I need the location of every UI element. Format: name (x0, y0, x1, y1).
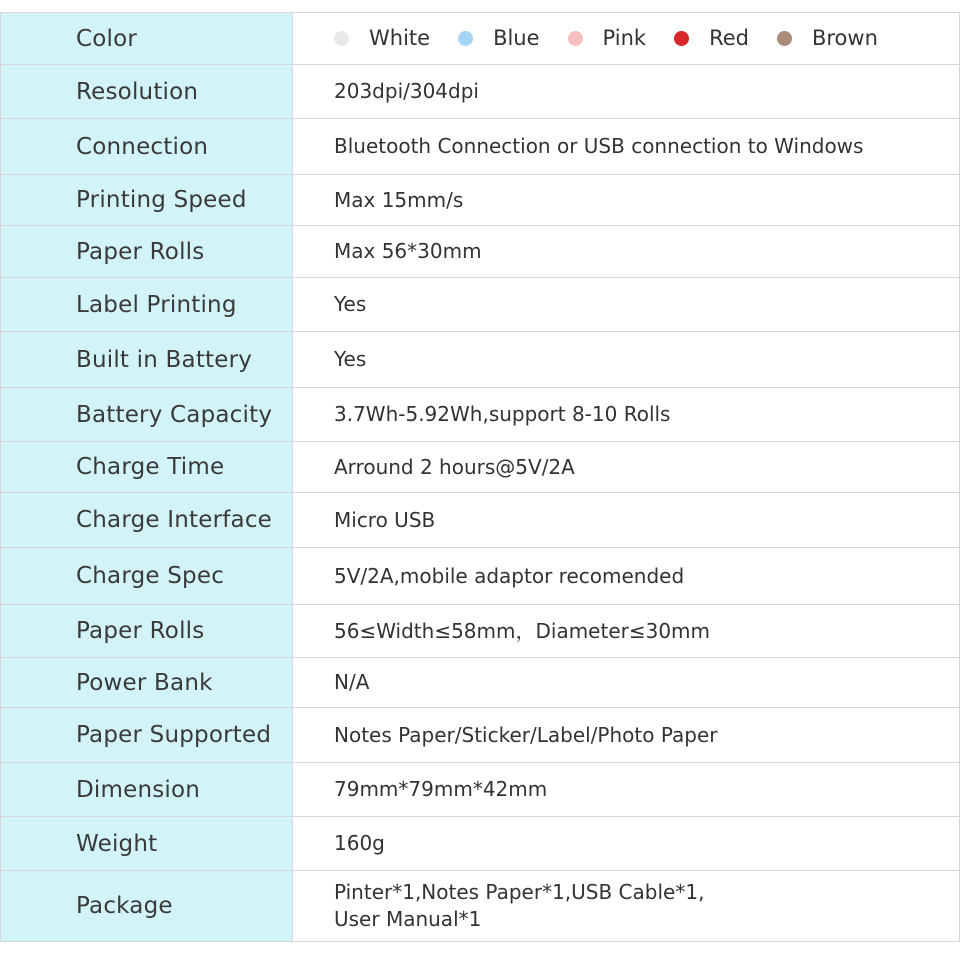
spec-value (293, 708, 960, 763)
spec-table (0, 12, 960, 942)
spec-value (293, 871, 960, 942)
color-swatch-icon (334, 31, 349, 46)
spec-value-line: 160g (334, 831, 385, 855)
color-option-blue (458, 25, 539, 52)
spec-value-line: N/A (334, 670, 370, 694)
spec-label: Paper Rolls (1, 605, 293, 658)
color-name: Brown (811, 26, 878, 50)
spec-row-connection (1, 119, 960, 175)
spec-value (293, 817, 960, 871)
spec-value (293, 175, 960, 226)
spec-value (293, 278, 960, 332)
spec-value-line: 3.7Wh-5.92Wh,support 8-10 Rolls (334, 402, 671, 426)
spec-value-line: Arround 2 hours@5V/2A (334, 454, 575, 479)
spec-row-charge-time (1, 442, 960, 493)
spec-row-paper-rolls (1, 226, 960, 278)
color-name: Blue (493, 26, 540, 50)
spec-row-resolution (1, 65, 960, 119)
spec-value-line: Max 15mm/s (334, 187, 464, 212)
spec-value (293, 763, 960, 817)
spec-label: Resolution (1, 65, 293, 119)
spec-label: Printing Speed (1, 175, 293, 226)
spec-row-package (1, 871, 960, 942)
spec-label: Battery Capacity (1, 388, 293, 442)
spec-label: Power Bank (1, 658, 293, 708)
spec-value (293, 226, 960, 278)
color-swatch-icon (674, 31, 689, 46)
color-swatch-icon (458, 31, 473, 46)
color-swatch-icon (568, 31, 583, 46)
spec-value-line: Micro USB (334, 507, 436, 532)
spec-table-body (1, 13, 960, 942)
spec-label: Label Printing (1, 278, 293, 332)
spec-value-line: 79mm*79mm*42mm (334, 777, 548, 801)
spec-value (293, 605, 960, 658)
spec-value (293, 548, 960, 605)
spec-value-line: Notes Paper/Sticker/Label/Photo Paper (334, 722, 718, 747)
spec-row-weight (1, 817, 960, 871)
spec-value (293, 332, 960, 388)
spec-row-color (1, 13, 960, 65)
spec-value-line: 5V/2A,mobile adaptor recomended (334, 563, 685, 588)
spec-value-line: User Manual*1 (334, 907, 482, 931)
spec-row-paper-supported (1, 708, 960, 763)
spec-row-charge-interface (1, 493, 960, 548)
spec-label: Paper Rolls (1, 226, 293, 278)
spec-row-built-in-battery (1, 332, 960, 388)
spec-label: Charge Interface (1, 493, 293, 548)
color-option-red (674, 25, 749, 52)
color-options (334, 25, 959, 52)
spec-value-line: Bluetooth Connection or USB connection to Windows (334, 134, 864, 158)
spec-value-line: Max 56*30mm (334, 239, 482, 263)
color-option-white (334, 25, 430, 52)
spec-value (293, 13, 960, 65)
color-name: Pink (602, 26, 647, 50)
spec-value-line: Pinter*1,Notes Paper*1,USB Cable*1, (334, 880, 705, 904)
color-option-brown (777, 25, 878, 52)
color-name: White (369, 26, 431, 50)
spec-label: Dimension (1, 763, 293, 817)
spec-row-paper-rolls (1, 605, 960, 658)
spec-value (293, 119, 960, 175)
spec-value (293, 493, 960, 548)
spec-value (293, 65, 960, 119)
spec-value (293, 388, 960, 442)
spec-label: Weight (1, 817, 293, 871)
spec-value (293, 442, 960, 493)
color-swatch-icon (777, 31, 792, 46)
spec-value-line: 56≤Width≤58mm，Diameter≤30mm (334, 618, 711, 643)
spec-label: Charge Time (1, 442, 293, 493)
spec-label: Paper Supported (1, 708, 293, 763)
spec-label: Color (1, 13, 293, 65)
spec-row-power-bank (1, 658, 960, 708)
spec-row-printing-speed (1, 175, 960, 226)
spec-label: Charge Spec (1, 548, 293, 605)
spec-row-battery-capacity (1, 388, 960, 442)
spec-row-charge-spec (1, 548, 960, 605)
spec-value-line: 203dpi/304dpi (334, 79, 479, 103)
color-name: Red (709, 26, 749, 50)
spec-value-line: Yes (334, 292, 367, 316)
spec-row-dimension (1, 763, 960, 817)
spec-label: Package (1, 871, 293, 942)
spec-value (293, 658, 960, 708)
spec-row-label-printing (1, 278, 960, 332)
spec-value-line: Yes (334, 347, 367, 371)
color-option-pink (568, 25, 647, 52)
spec-label: Connection (1, 119, 293, 175)
spec-label: Built in Battery (1, 332, 293, 388)
